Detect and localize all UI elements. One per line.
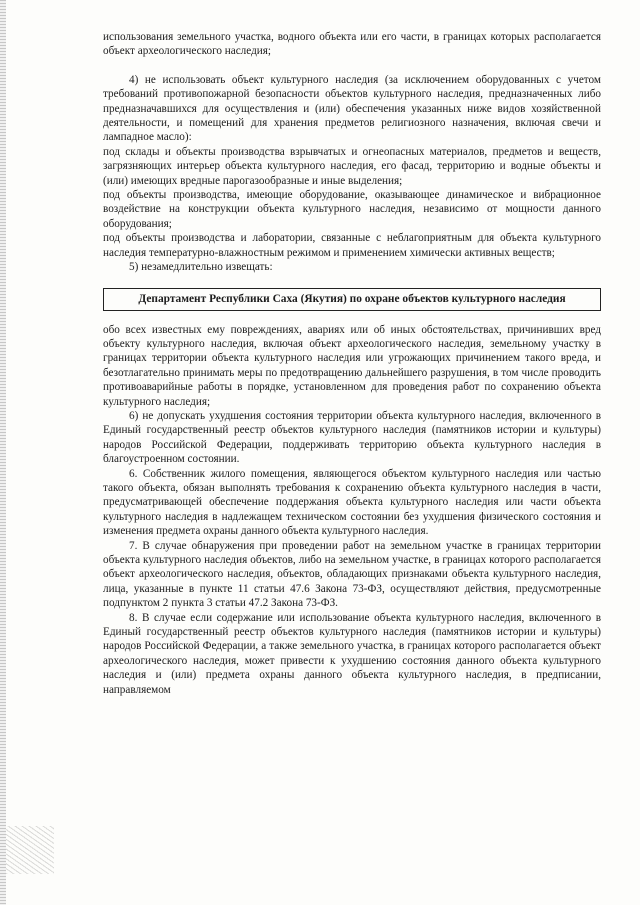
department-heading-box: Департамент Республики Саха (Якутия) по охране объектов культурного наследия — [103, 288, 601, 311]
paragraph-clause-6: 6. Собственник жилого помещения, являющегося объектом культурного наследия или частью такого объекта, обязан выполнять требования к сохранению объекта культурного наследия в части, предусматривающей обеспечение поддержания объекта культурного наследия или части объекта культурного наследия в надлежащем техническом состоянии без ухудшения физического состояния и изменения предмета охраны данного объекта культурного наследия. — [103, 467, 601, 538]
document-page — [103, 30, 601, 697]
paragraph-damage-notice: обо всех известных ему повреждениях, авариях или об иных обстоятельствах, причинивших вред объекту культурного наследия, включая объект археологического наследия, земельному участку в границах территории объекта культурного наследия или угрожающих причинением такого вреда, и безотлагательно принимать меры по предотвращению дальнейшего разрушения, в том числе проводить противоаварийные работы в порядке, установленном для проведения работ по сохранению объекта культурного наследия; — [103, 323, 601, 408]
paragraph-item-5: 5) незамедлительно извещать: — [129, 261, 273, 274]
paragraph-vibration-restriction: под объекты производства, имеющие оборудование, оказывающее динамическое и вибрационное воздействие на конструкции объекта культурного наследия, независимо от мощности данного оборудования; — [103, 189, 601, 230]
scan-smudge-artifact — [6, 826, 54, 874]
paragraph-continuation: использования земельного участка, водного объекта или его части, в границах которых располагается объект археологического наследия; — [103, 31, 601, 58]
paragraph-item-4: 4) не использовать объект культурного наследия (за исключением оборудованных с учетом требований противопожарной безопасности объектов культурного наследия, предназначенных либо предназначавшихся для осуществления и (или) обеспечения указанных ниже видов хозяйственной деятельности, и помещений для хранения предметов религиозного назначения, включая свечи и лампадное масло): — [103, 73, 601, 144]
scan-edge-artifact — [0, 0, 6, 905]
paragraph-clause-7: 7. В случае обнаружения при проведении работ на земельном участке в границах территории объекта культурного наследия объектов, либо на земельном участке, в границах которого располагается объект археологического наследия, объектов, обладающих признаками объекта культурного наследия, лица, указанные в пункте 11 статьи 47.6 Закона 73-ФЗ, осуществляют действия, предусмотренные подпунктом 2 пункта 3 статьи 47.2 Закона 73-ФЗ. — [103, 539, 601, 610]
paragraph-storage-restriction: под склады и объекты производства взрывчатых и огнеопасных материалов, предметов и веществ, загрязняющих интерьер объекта культурного наследия, его фасад, территорию и водные объекты и (или) имеющих вредные парогазообразные и иные выделения; — [103, 145, 601, 187]
paragraph-gap — [103, 59, 601, 73]
paragraph-item-6: 6) не допускать ухудшения состояния территории объекта культурного наследия, включенного в Единый государственный реестр объектов культурного наследия (памятников истории и культуры) народов Российской Федерации, поддерживать территорию объекта культурного наследия в благоустроенном состоянии. — [103, 409, 601, 466]
paragraph-clause-8: 8. В случае если содержание или использование объекта культурного наследия, включенного в Единый государственный реестр объектов культурного наследия (памятников истории и культуры) народов Российской Федерации, а также земельного участка, в границах которого располагается объект археологического наследия, может привести к ухудшению состояния данного объекта культурного наследия и (или) предмета охраны данного объекта культурного наследия, в предписании, направляемом — [103, 611, 601, 696]
paragraph-lab-restriction: под объекты производства и лаборатории, связанные с неблагоприятным для объекта культурного наследия температурно-влажностным режимом и применением химически активных веществ; — [103, 232, 601, 259]
